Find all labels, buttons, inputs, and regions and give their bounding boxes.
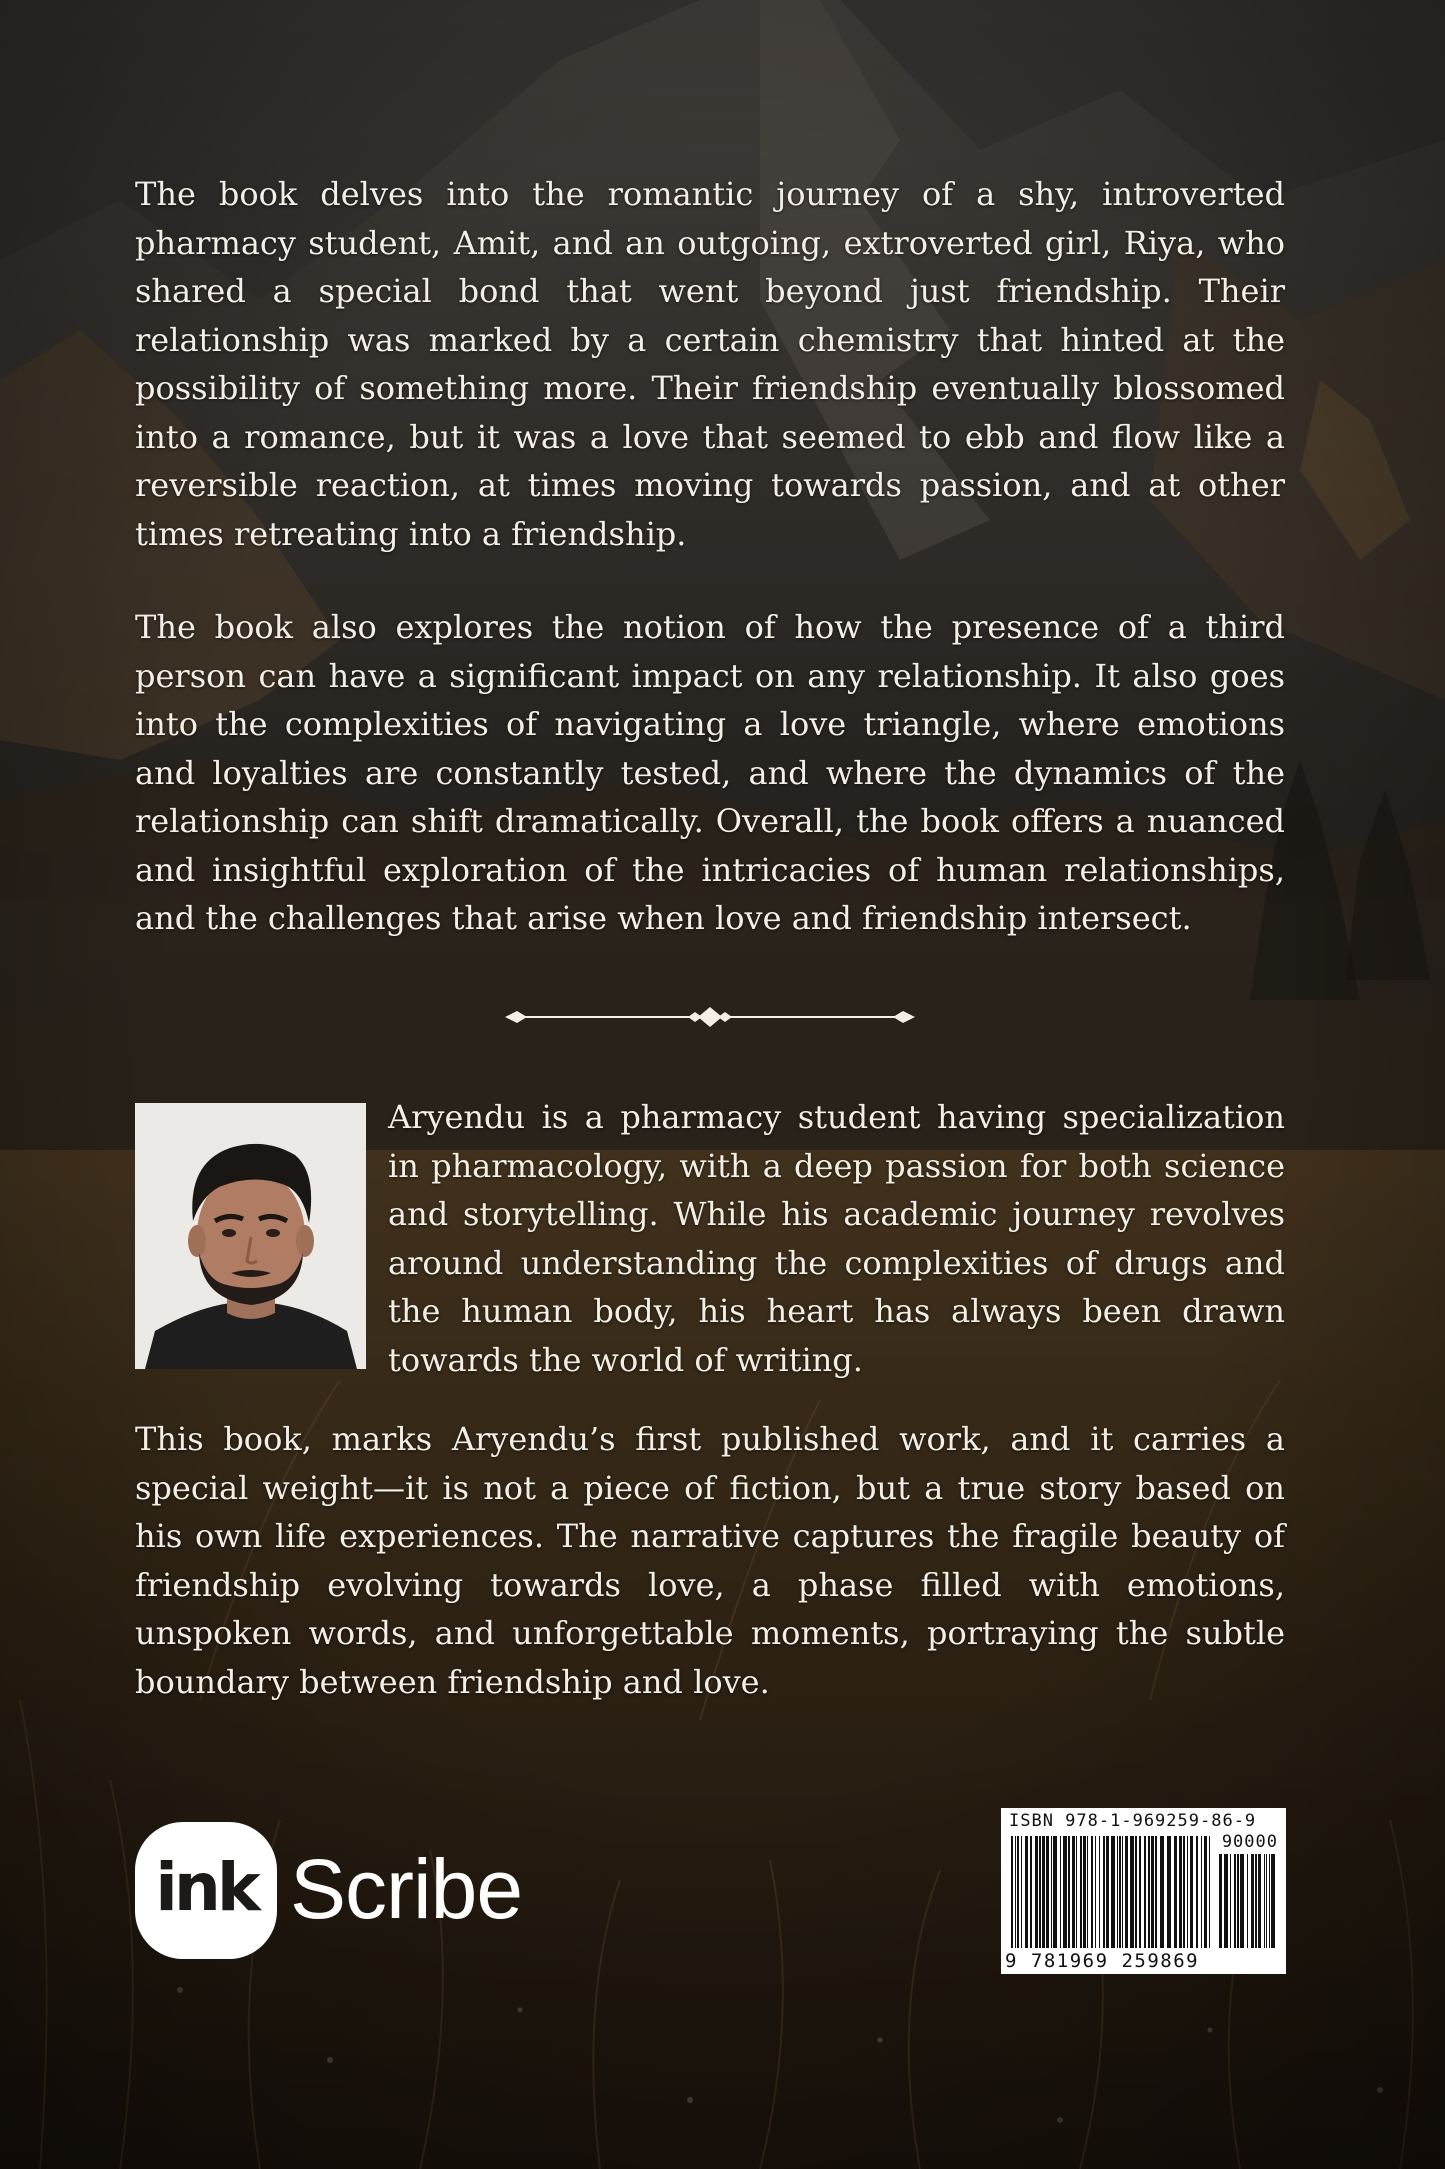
publisher-logo xyxy=(135,1822,555,1962)
publisher-wordmark: Scribe xyxy=(290,1842,523,1936)
isbn-barcode xyxy=(1001,1808,1286,1974)
publisher-logo-badge-text: ink xyxy=(155,1849,257,1926)
ornamental-divider xyxy=(505,1000,915,1034)
author-bio-paragraph-1: Aryendu is a pharmacy student having specialization in pharmacology, with a deep passion for both science and storytelling. While his academic journey revolves around understanding the complexities of drugs and the human body, his heart has always been drawn towards the world of writing. xyxy=(388,1098,1285,1379)
author-photo xyxy=(135,1103,366,1369)
synopsis-paragraph-2: The book also explores the notion of how the presence of a third person can have a significant impact on any relationship. It also goes into the complexities of navigating a love triangle, where emotions and loyalties are constantly tested, and where the dynamics of the relationship can shift dramatically. Overall, the book offers a nuanced and insightful exploration of the intricacies of human relationships, and the challenges that arise when love and friendship intersect. xyxy=(135,608,1285,937)
ean-digits: 9 781969 259869 xyxy=(1005,1950,1200,1972)
synopsis-paragraph-1: The book delves into the romantic journey of a shy, introverted pharmacy student, Amit, and an outgoing, extroverted girl, Riya, who shared a special bond that went beyond just friendship. Their relationship was marked by a certain chemistry that hinted at the possibility of something more. Their friendship eventually blossomed into a romance, but it was a love that seemed to ebb and flow like a reversible reaction, at times moving towards passion, and at other times retreating into a friendship. xyxy=(135,175,1285,553)
barcode-addon-digits: 90000 xyxy=(1221,1832,1278,1852)
isbn-label: ISBN 978-1-969259-86-9 xyxy=(1009,1811,1257,1831)
author-bio-paragraph-2: This book, marks Aryendu’s first published work, and it carries a special weight—it is not a piece of fiction, but a true story based on his own life experiences. The narrative captures the fragile beauty of friendship evolving towards love, a phase filled with emotions, unspoken words, and unforgettable moments, portraying the subtle boundary between friendship and love. xyxy=(135,1420,1285,1701)
publisher-logo-badge xyxy=(135,1822,277,1959)
